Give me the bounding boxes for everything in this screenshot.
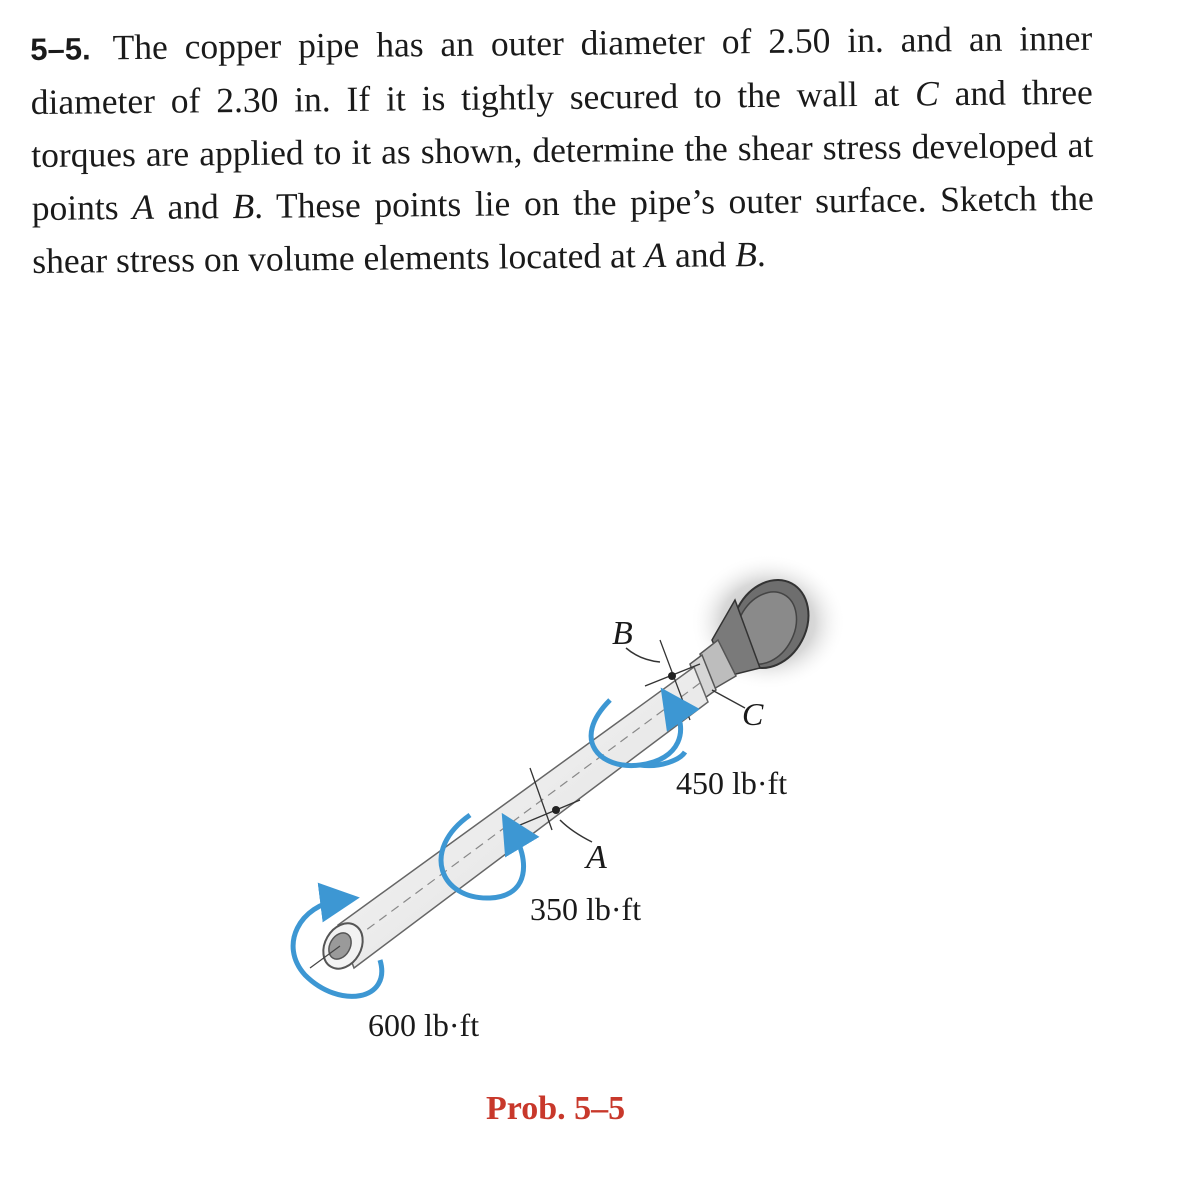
label-torque-350: 350 lb·ft [530,891,642,927]
figure-caption: Prob. 5–5 [486,1090,626,1127]
label-point-c: C [742,696,764,732]
label-torque-450: 450 lb·ft [676,765,788,801]
problem-text-6: . [756,233,766,275]
problem-text-a2: A [644,234,667,276]
problem-text-4: . These points lie on the pipe’s outer surface. Sketch the shear stress on volume elements located at [32,177,1094,281]
label-point-a: A [586,839,607,876]
pipe-body [310,667,708,976]
problem-text-a1: A [132,186,155,228]
problem-text-3: and [153,186,233,227]
problem-text-5: and [665,234,736,275]
problem-text-2: and three torques are applied to it as shown, determine the shear stress developed at points [31,71,1094,228]
point-c-leader [712,690,745,708]
label-torque-600: 600 lb·ft [368,1007,480,1043]
problem-text-c: C [914,73,939,114]
problem-text-1: The copper pipe has an outer diameter of 2.50 in. and an inner diameter of 2.30 in. If it is tightly secured to the wall at [30,17,1093,122]
problem-text-b1: B [232,185,255,227]
problem-number: 5–5. [30,31,91,67]
label-point-b: B [612,615,633,652]
problem-text-b2: B [734,234,758,275]
